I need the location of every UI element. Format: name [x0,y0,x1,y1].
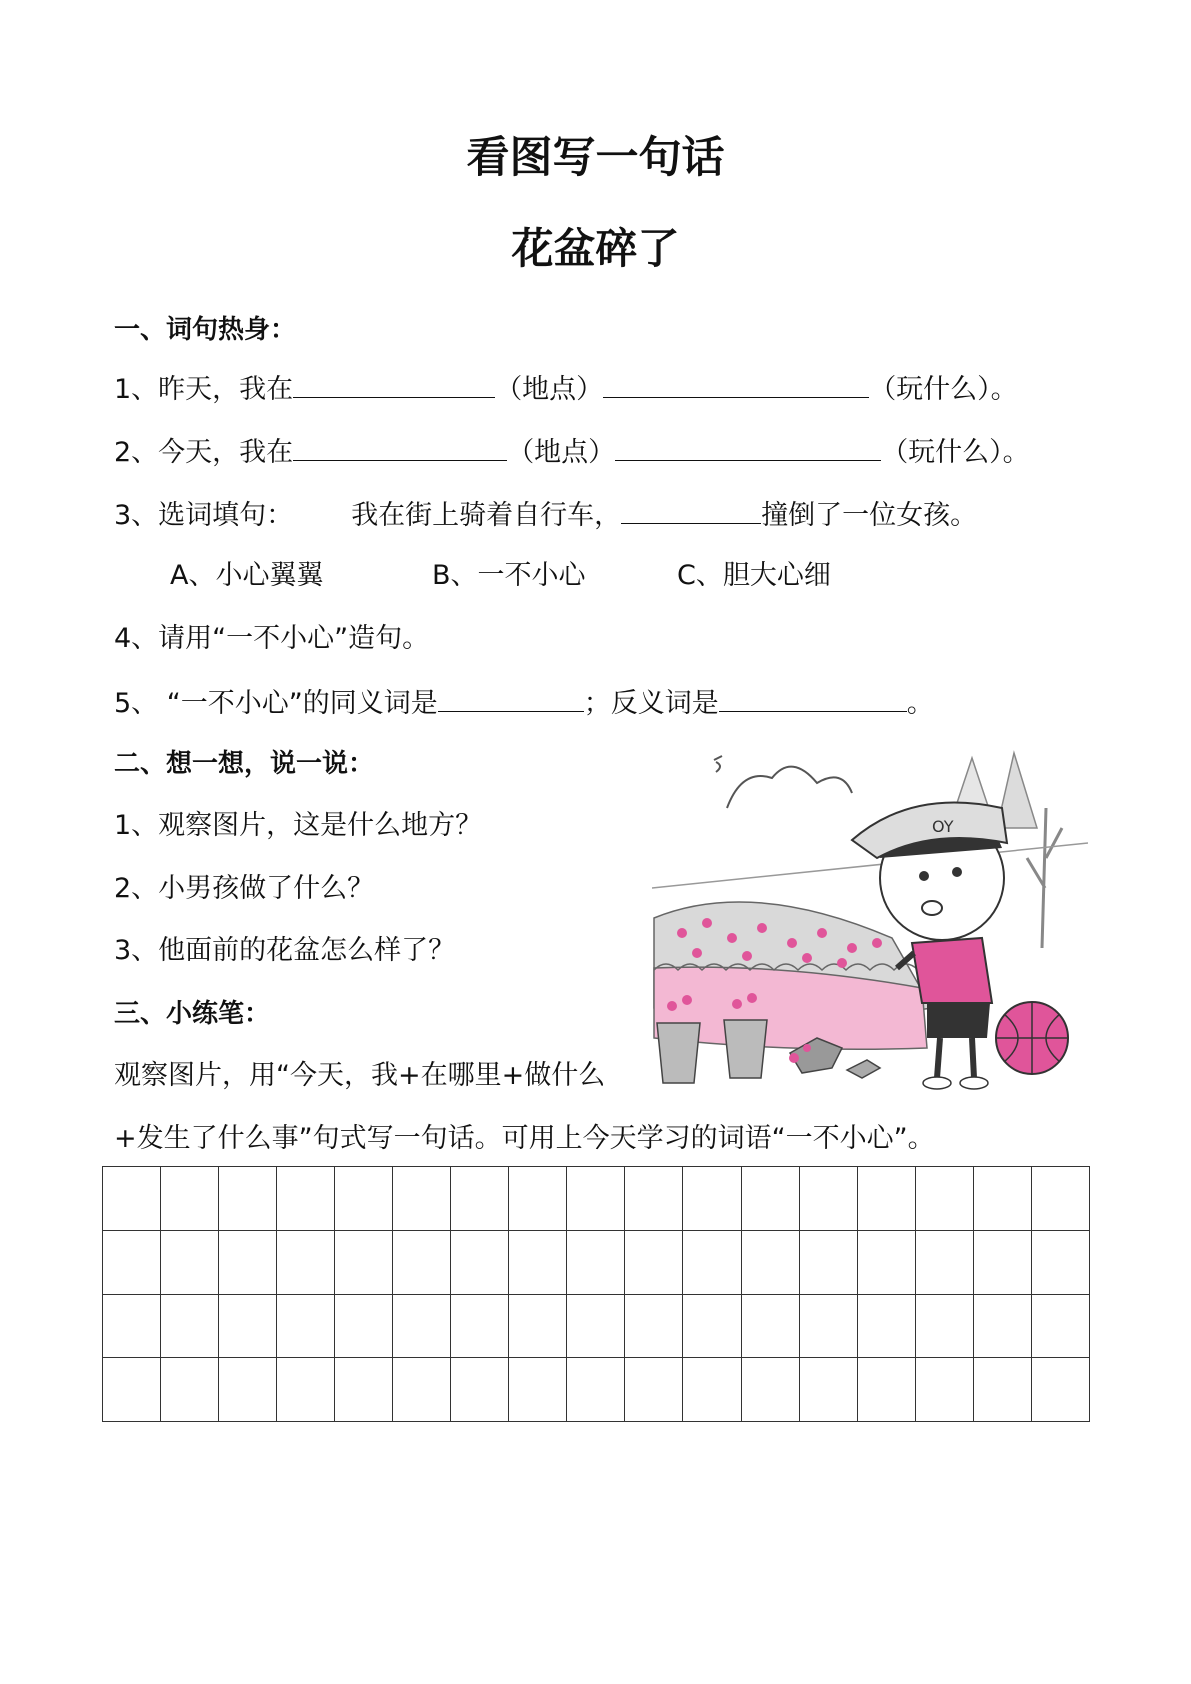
option-a[interactable]: A、小心翼翼 [170,560,324,591]
grid-cell[interactable] [277,1358,335,1422]
q1-line [114,371,1018,407]
grid-cell[interactable] [799,1294,857,1358]
cap-text: OY [932,817,954,836]
q3-blank[interactable] [621,497,761,524]
grid-row [103,1230,1090,1294]
grid-cell[interactable] [393,1230,451,1294]
writing-grid[interactable] [102,1166,1090,1422]
grid-cell[interactable] [103,1358,161,1422]
grid-cell[interactable] [567,1294,625,1358]
grid-cell[interactable] [915,1358,973,1422]
grid-cell[interactable] [335,1294,393,1358]
q5-middle: ；反义词是 [583,688,719,719]
grid-cell[interactable] [1031,1167,1089,1231]
grid-cell[interactable] [509,1358,567,1422]
grid-cell[interactable] [451,1230,509,1294]
grid-cell[interactable] [741,1230,799,1294]
q5-prefix: 5、 “一不小心”的同义词是 [114,688,438,719]
grid-cell[interactable] [335,1167,393,1231]
grid-cell[interactable] [1031,1230,1089,1294]
grid-cell[interactable] [683,1358,741,1422]
grid-cell[interactable] [567,1230,625,1294]
q3-options [170,559,831,593]
q3-sentence-start: 我在街上骑着自行车， [351,500,622,531]
grid-cell[interactable] [103,1294,161,1358]
grid-row [103,1358,1090,1422]
q2-play-hint: （玩什么）。 [881,437,1030,468]
option-b[interactable]: B、一不小心 [432,560,586,591]
q1-place-hint: （地点） [495,374,604,405]
grid-cell[interactable] [799,1230,857,1294]
q5-line [114,685,934,721]
grid-cell[interactable] [973,1230,1031,1294]
grid-cell[interactable] [741,1358,799,1422]
s2-question-1: 1、观察图片，这是什么地方？ [114,810,483,841]
q2-play-blank[interactable] [615,434,881,461]
grid-cell[interactable] [799,1167,857,1231]
grid-cell[interactable] [451,1167,509,1231]
grid-cell[interactable] [161,1358,219,1422]
flowerpot-icon [657,1023,700,1083]
grid-cell[interactable] [393,1358,451,1422]
boy-shorts [927,1003,990,1038]
grid-cell[interactable] [625,1358,683,1422]
grid-row [103,1167,1090,1231]
grid-cell[interactable] [393,1167,451,1231]
grid-cell[interactable] [741,1167,799,1231]
page-title: 看图写一句话 [466,133,725,183]
q5-end: 。 [906,688,934,719]
boy-shirt [912,938,992,1003]
grid-cell[interactable] [683,1167,741,1231]
grid-cell[interactable] [683,1230,741,1294]
grid-cell[interactable] [915,1230,973,1294]
page-subtitle: 花盆碎了 [511,224,680,273]
grid-cell[interactable] [509,1167,567,1231]
grid-cell[interactable] [625,1167,683,1231]
q1-prefix: 1、昨天，我在 [114,374,294,405]
grid-cell[interactable] [973,1167,1031,1231]
grid-cell[interactable] [277,1294,335,1358]
s3-instruction-line1: 观察图片，用“今天，我+在哪里+做什么 [114,1060,606,1091]
grid-cell[interactable] [915,1294,973,1358]
grid-cell[interactable] [451,1294,509,1358]
grid-cell[interactable] [103,1167,161,1231]
q1-play-blank[interactable] [603,371,869,398]
grid-cell[interactable] [567,1358,625,1422]
cloud-icon [727,767,852,808]
grid-cell[interactable] [625,1230,683,1294]
grid-cell[interactable] [857,1230,915,1294]
grid-cell[interactable] [857,1294,915,1358]
grid-row [103,1294,1090,1358]
section3-heading: 三、小练笔： [114,999,271,1029]
grid-cell[interactable] [915,1167,973,1231]
s2-question-3: 3、他面前的花盆怎么样了？ [114,935,456,966]
grid-cell[interactable] [161,1167,219,1231]
q1-play-hint: （玩什么）。 [869,374,1018,405]
grid-cell[interactable] [973,1294,1031,1358]
grid-cell[interactable] [219,1294,277,1358]
grid-cell[interactable] [509,1294,567,1358]
grid-cell[interactable] [567,1167,625,1231]
option-c[interactable]: C、胆大心细 [677,560,831,591]
s3-instruction-line2: +发生了什么事”句式写一句话。可用上今天学习的词语“一不小心”。 [114,1123,935,1154]
grid-cell[interactable] [219,1358,277,1422]
grid-cell[interactable] [625,1294,683,1358]
q5-antonym-blank[interactable] [719,685,907,712]
grid-cell[interactable] [857,1358,915,1422]
illustration-boy-flowerpot [652,748,1088,1104]
grid-cell[interactable] [161,1230,219,1294]
q2-line [114,434,1030,470]
q3-line [114,497,977,533]
grid-cell[interactable] [277,1167,335,1231]
grid-cell[interactable] [451,1358,509,1422]
q3-sentence-end: 撞倒了一位女孩。 [761,500,978,531]
grid-cell[interactable] [277,1230,335,1294]
grid-cell[interactable] [335,1358,393,1422]
grid-cell[interactable] [973,1358,1031,1422]
grid-cell[interactable] [683,1294,741,1358]
q2-place-hint: （地点） [507,437,616,468]
grid-cell[interactable] [393,1294,451,1358]
grid-cell[interactable] [857,1167,915,1231]
q2-prefix: 2、今天，我在 [114,437,294,468]
grid-cell[interactable] [1031,1294,1089,1358]
grid-cell[interactable] [335,1230,393,1294]
grid-cell[interactable] [103,1230,161,1294]
q1-place-blank[interactable] [293,371,495,398]
q3-prefix: 3、选词填句： [114,500,294,531]
grid-cell[interactable] [219,1230,277,1294]
grid-cell[interactable] [219,1167,277,1231]
grid-cell[interactable] [509,1230,567,1294]
q4-line: 4、请用“一不小心”造句。 [114,623,430,654]
section1-heading: 一、词句热身： [114,315,297,345]
grid-cell[interactable] [1031,1358,1089,1422]
grid-cell[interactable] [799,1358,857,1422]
section2-heading: 二、想一想，说一说： [114,749,375,779]
s2-question-2: 2、小男孩做了什么？ [114,873,375,904]
grid-cell[interactable] [741,1294,799,1358]
grid-cell[interactable] [161,1294,219,1358]
q2-place-blank[interactable] [293,434,507,461]
q5-synonym-blank[interactable] [438,685,584,712]
